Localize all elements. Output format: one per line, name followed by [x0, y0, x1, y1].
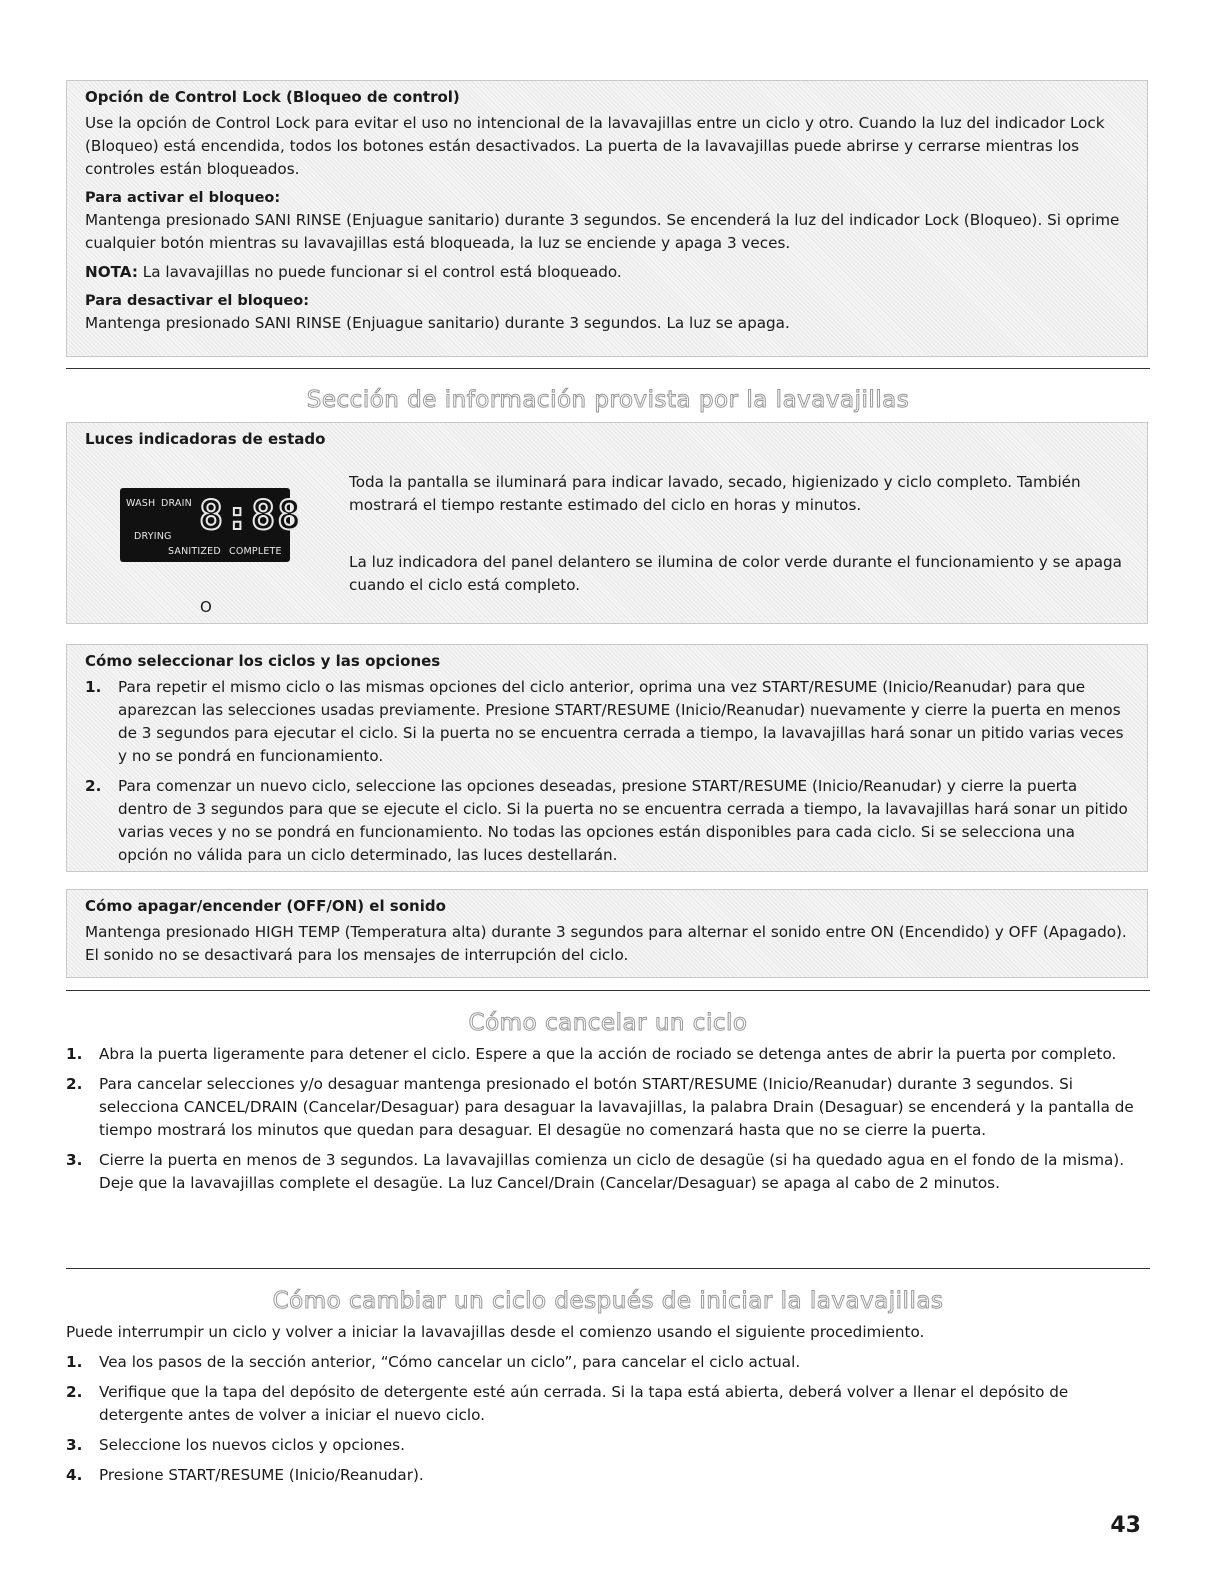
display-sanitized-label: SANITIZED	[168, 546, 221, 557]
display-wash-label: WASH	[126, 498, 156, 509]
list-item-text: Presione START/RESUME (Inicio/Reanudar).	[99, 1466, 424, 1484]
cancel-section	[66, 1043, 1150, 1202]
divider	[66, 368, 1150, 369]
list-item	[85, 775, 1129, 867]
list-item	[66, 1149, 1150, 1195]
list-item-text: Vea los pasos de la sección anterior, “Cómo cancelar un ciclo”, para cancelar el ciclo actual.	[99, 1353, 801, 1371]
list-item-number: 3.	[66, 1436, 83, 1454]
list-item	[66, 1464, 1150, 1487]
select-cycles-title: Cómo seleccionar los ciclos y las opciones	[85, 652, 441, 670]
select-cycles-list	[85, 676, 1129, 867]
sound-title: Cómo apagar/encender (OFF/ON) el sonido	[85, 897, 446, 915]
list-item-text: Abra la puerta ligeramente para detener el ciclo. Espere a que la acción de rociado se detenga antes de abrir la puerta por completo.	[99, 1045, 1117, 1063]
control-lock-intro: Use la opción de Control Lock para evitar el uso no intencional de la lavavajillas entre un ciclo y otro. Cuando la luz del indicador Lock (Bloqueo) está encendida, todos los botones están desactivados. La puerta de la lavavajillas puede abrirse y cerrarse mientras los controles están bloqueados.	[85, 114, 1105, 178]
section-info-title: Sección de información provista por la lavavajillas	[306, 387, 910, 413]
deactivate-text: Mantenga presionado SANI RINSE (Enjuague sanitario) durante 3 segundos. La luz se apaga.	[85, 314, 790, 332]
display-complete-label: COMPLETE	[229, 546, 282, 557]
list-item-number: 1.	[85, 678, 102, 696]
note-label: NOTA:	[85, 263, 138, 281]
list-item-number: 3.	[66, 1151, 83, 1169]
control-lock-title: Opción de Control Lock (Bloqueo de control)	[85, 88, 460, 106]
list-item-number: 1.	[66, 1353, 83, 1371]
change-list	[66, 1351, 1150, 1487]
change-intro: Puede interrumpir un ciclo y volver a iniciar la lavavajillas desde el comienzo usando el siguiente procedimiento.	[66, 1323, 925, 1341]
display-drain-label: DRAIN	[161, 498, 192, 509]
status-text-1: Toda la pantalla se iluminará para indicar lavado, secado, higienizado y ciclo completo. También mostrará el tiempo restante estimado del ciclo en horas y minutos.	[349, 473, 1081, 514]
list-item	[66, 1434, 1150, 1457]
activate-heading: Para activar el bloqueo:	[85, 190, 281, 206]
list-item	[66, 1073, 1150, 1142]
list-item-number: 2.	[85, 777, 102, 795]
activate-text: Mantenga presionado SANI RINSE (Enjuague sanitario) durante 3 segundos. Se encenderá la luz del indicador Lock (Bloqueo). Si oprime cualquier botón mientras su lavavajillas está bloqueada, la luz se enciende y apaga 3 veces.	[85, 211, 1120, 252]
display-digits: 8:88	[199, 493, 304, 539]
change-title: Cómo cambiar un ciclo después de iniciar la lavavajillas	[272, 1288, 944, 1314]
list-item-text: Para repetir el mismo ciclo o las mismas opciones del ciclo anterior, oprima una vez START/RESUME (Inicio/Reanudar) para que aparezcan las selecciones usadas previamente. Presione START/RESUME (Inicio/Reanudar) nuevamente y cierre la puerta en menos de 3 segundos para ejecutar el ciclo. Si la puerta no se encuentra cerrada a tiempo, la lavavajillas hará sonar un pitido varias veces y no se pondrá en funcionamiento.	[118, 678, 1124, 765]
divider	[66, 1268, 1150, 1269]
note-text: La lavavajillas no puede funcionar si el control está bloqueado.	[137, 263, 622, 281]
status-text-2: La luz indicadora del panel delantero se ilumina de color verde durante el funcionamiento y se apaga cuando el ciclo está completo.	[349, 553, 1122, 594]
list-item-text: Para cancelar selecciones y/o desaguar mantenga presionado el botón START/RESUME (Inicio/Reanudar) durante 3 segundos. Si selecciona CANCEL/DRAIN (Cancelar/Desaguar) para desaguar la lavavajillas, la palabra Drain (Desaguar) se encenderá y la pantalla de tiempo mostrará los minutos que quedan para desaguar. El desagüe no comenzará hasta que no se cierre la puerta.	[99, 1075, 1134, 1139]
list-item-text: Verifique que la tapa del depósito de detergente esté aún cerrada. Si la tapa está abierta, deberá volver a llenar el depósito de detergente antes de volver a iniciar el nuevo ciclo.	[99, 1383, 1069, 1424]
display-drying-label: DRYING	[134, 531, 172, 542]
list-item	[66, 1351, 1150, 1374]
list-item-text: Para comenzar un nuevo ciclo, seleccione las opciones deseadas, presione START/RESUME (Inicio/Reanudar) y cierre la puerta dentro de 3 segundos para que se ejecute el ciclo. Si la puerta no se encuentra cerrada a tiempo, la lavavajillas hará sonar un pitido varias veces y no se pondrá en funcionamiento. No todas las opciones están disponibles para cada ciclo. Si se selecciona una opción no válida para un ciclo determinado, las luces destellarán.	[118, 777, 1128, 864]
list-item-text: Seleccione los nuevos ciclos y opciones.	[99, 1436, 405, 1454]
deactivate-heading: Para desactivar el bloqueo:	[85, 293, 310, 309]
status-lights-title: Luces indicadoras de estado	[85, 430, 326, 448]
list-item-text: Cierre la puerta en menos de 3 segundos. La lavavajillas comienza un ciclo de desagüe (si ha quedado agua en el fondo de la misma). Deje que la lavavajillas complete el desagüe. La luz Cancel/Drain (Cancelar/Desaguar) se apaga al cabo de 2 minutos.	[99, 1151, 1125, 1192]
indicator-circle: O	[200, 598, 212, 616]
sound-text: Mantenga presionado HIGH TEMP (Temperatura alta) durante 3 segundos para alternar el sonido entre ON (Encendido) y OFF (Apagado). El sonido no se desactivará para los mensajes de interrupción del ciclo.	[85, 923, 1127, 964]
page-number: 43	[1110, 1513, 1141, 1538]
list-item-number: 1.	[66, 1045, 83, 1063]
change-section	[66, 1321, 1150, 1494]
list-item	[66, 1381, 1150, 1427]
divider	[66, 990, 1150, 991]
display-panel-image	[120, 488, 304, 562]
list-item-number: 2.	[66, 1075, 83, 1093]
cancel-list	[66, 1043, 1150, 1195]
select-cycles-box	[66, 644, 1148, 872]
list-item-number: 2.	[66, 1383, 83, 1401]
control-lock-box	[66, 80, 1148, 357]
sound-box	[66, 889, 1148, 978]
list-item	[85, 676, 1129, 768]
list-item-number: 4.	[66, 1466, 83, 1484]
cancel-title: Cómo cancelar un ciclo	[468, 1010, 748, 1036]
list-item	[66, 1043, 1150, 1066]
note	[85, 261, 1129, 284]
